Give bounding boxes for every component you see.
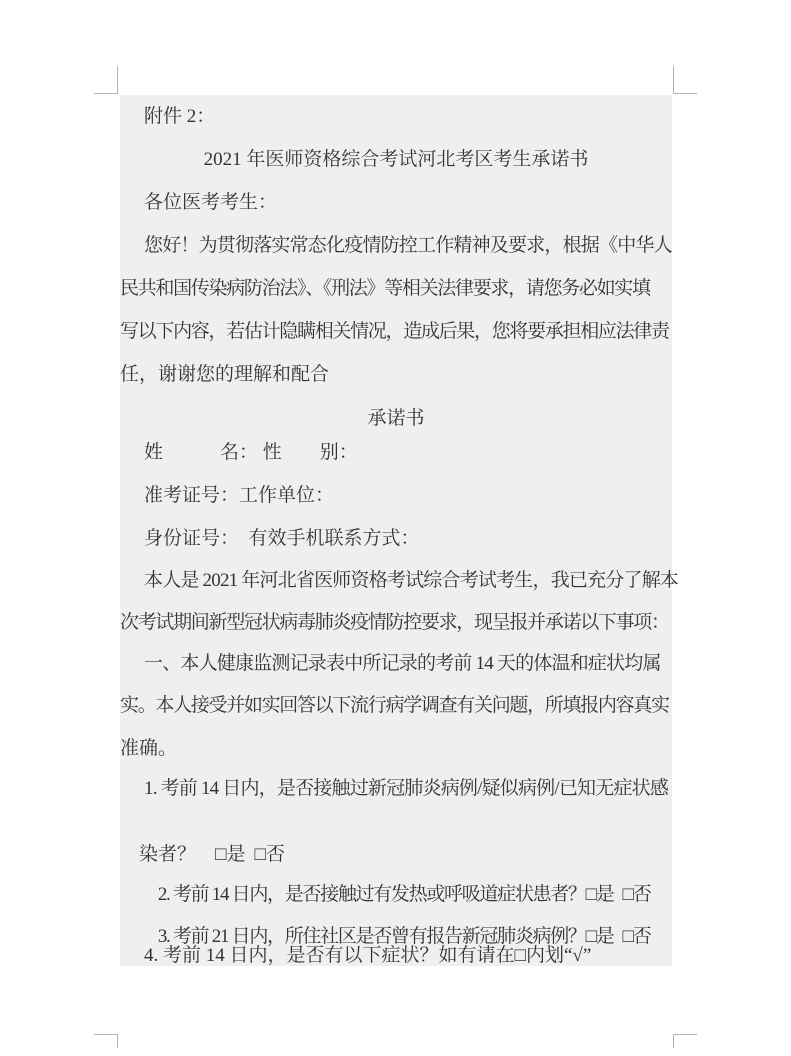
checkbox-no[interactable]: □否 <box>254 844 285 865</box>
section-one-line-2: 实。本人接受并如实回答以下流行病学调查有关问题，所填报内容真实 <box>120 695 669 716</box>
intro-line-1: 您好！为贯彻落实常态化疫情防控工作精神及要求，根据《中华人 <box>144 235 672 256</box>
question-2-text: 2. 考前 14 日内，是否接触过有发热或呼吸道症状患者？ <box>157 884 586 905</box>
intro-line-2: 民共和国传染病防治法》、《刑法》等相关法律要求，请您务必如实填 <box>120 278 650 299</box>
intro-line-3: 写以下内容，若估计隐瞒相关情况，造成后果，您将要承担相应法律责 <box>120 321 669 342</box>
document-title: 2021 年医师资格综合考试河北考区考生承诺书 <box>203 149 589 170</box>
checkbox-yes[interactable]: □是 <box>215 844 246 865</box>
attachment-label: 附件 2： <box>144 106 216 127</box>
margin-crop-mark-top-left <box>94 66 118 94</box>
field-name-gender: 姓 名： 性 别： <box>144 442 358 463</box>
section-one-line-1: 一、本人健康监测记录表中所记录的考前 14 天的体温和症状均属 <box>144 653 661 674</box>
margin-crop-mark-top-right <box>673 66 697 94</box>
question-1-line-1: 1. 考前 14 日内，是否接触过新冠肺炎病例/疑似病例/已知无症状感 <box>144 778 669 799</box>
section-one-line-3: 准确。 <box>120 738 178 759</box>
question-3-text: 3. 考前 21 日内，所住社区是否曾有报告新冠肺炎病例？ <box>157 926 586 947</box>
question-4: 4. 考前 14 日内，是否有以下症状？如有请在□内划“√” <box>144 945 592 966</box>
declaration-line-2: 次考试期间新型冠状病毒肺炎疫情防控要求，现呈报并承诺以下事项： <box>120 612 669 633</box>
margin-crop-mark-bottom-left <box>94 1034 118 1048</box>
checkbox-no[interactable]: □否 <box>622 884 651 905</box>
checkbox-yes[interactable]: □是 <box>585 884 614 905</box>
salutation: 各位医考考生： <box>144 192 278 213</box>
field-id-phone: 身份证号： 有效手机联系方式： <box>144 528 420 549</box>
checkbox-no[interactable]: □否 <box>622 926 651 947</box>
subtitle-commitment: 承诺书 <box>367 408 425 429</box>
checkbox-yes[interactable]: □是 <box>585 926 614 947</box>
field-ticket-workunit: 准考证号：工作单位： <box>144 485 335 506</box>
intro-line-4: 任，谢谢您的理解和配合 <box>120 364 330 385</box>
question-1-suffix: 染者？ <box>139 844 216 865</box>
margin-crop-mark-bottom-right <box>673 1034 697 1048</box>
declaration-line-1: 本人是 2021 年河北省医师资格考试综合考试考生，我已充分了解本 <box>144 570 679 591</box>
